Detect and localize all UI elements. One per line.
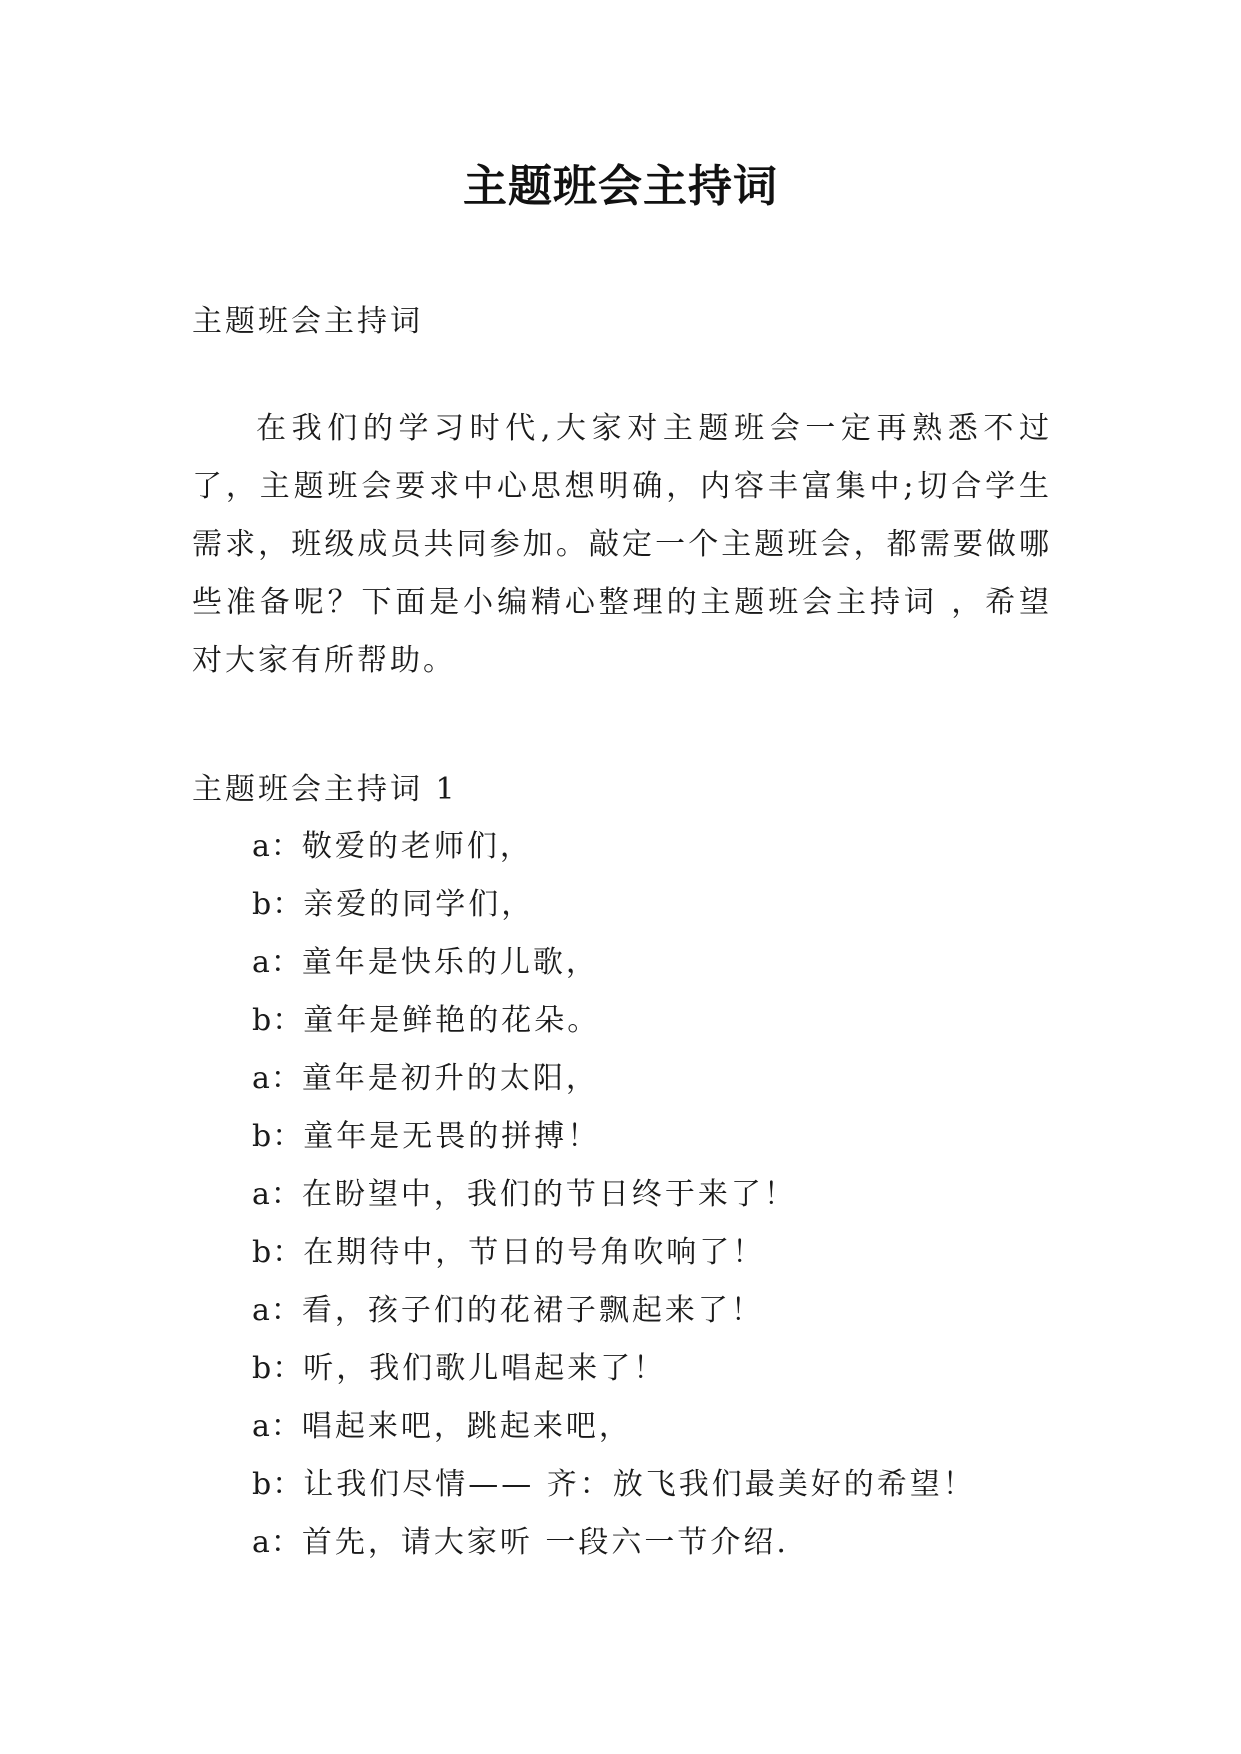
- dialogue-line: [252, 818, 976, 876]
- dialogue-line: [252, 1456, 976, 1514]
- dialogue-text: 让我们尽情—— 齐：放飞我们最美好的希望！: [303, 1467, 976, 1502]
- dialogue-speaker: a：: [252, 1525, 302, 1560]
- dialogue-speaker: b：: [252, 1003, 304, 1038]
- dialogue-speaker: a：: [252, 1293, 302, 1328]
- dialogue-line: [252, 1050, 976, 1108]
- dialogue-text: 在期待中，节日的号角吹响了！: [303, 1235, 766, 1270]
- dialogue-text: 童年是鲜艳的花朵。: [303, 1003, 601, 1038]
- dialogue-line: [252, 1514, 976, 1572]
- dialogue-speaker: a：: [252, 945, 302, 980]
- dialogue-text: 在盼望中，我们的节日终于来了！: [301, 1177, 797, 1212]
- dialogue-line: [252, 876, 976, 934]
- dialogue-text: 首先，请大家听 一段六一节介绍.: [301, 1525, 789, 1560]
- dialogue-text: 唱起来吧，跳起来吧，: [301, 1409, 632, 1444]
- dialogue-speaker: a：: [252, 1177, 302, 1212]
- dialogue-text: 敬爱的老师们，: [301, 829, 533, 864]
- dialogue-speaker: b：: [252, 1351, 304, 1386]
- dialogue-text: 童年是无畏的拼搏！: [303, 1119, 601, 1154]
- dialogue-speaker: b：: [252, 1467, 304, 1502]
- dialogue-text: 童年是快乐的儿歌，: [301, 945, 599, 980]
- dialogue-line: [252, 1340, 976, 1398]
- dialogue-speaker: a：: [252, 1061, 302, 1096]
- dialogue-line: [252, 1108, 976, 1166]
- dialogue-text: 听，我们歌儿唱起来了！: [303, 1351, 667, 1386]
- dialogue-speaker: b：: [252, 1119, 304, 1154]
- dialogue-line: [252, 1398, 976, 1456]
- document-title: 主题班会主持词: [463, 161, 778, 212]
- dialogue-text: 看，孩子们的花裙子飘起来了！: [301, 1293, 764, 1328]
- dialogue-text: 亲爱的同学们，: [303, 887, 535, 922]
- dialogue-line: [252, 1224, 976, 1282]
- dialogue-speaker: a：: [252, 1409, 302, 1444]
- dialogue-text: 童年是初升的太阳，: [301, 1061, 599, 1096]
- dialogue-speaker: b：: [252, 1235, 304, 1270]
- dialogue-line: [252, 1282, 976, 1340]
- intro-paragraph: 在我们的学习时代,大家对主题班会一定再熟悉不过了，主题班会要求中心思想明确，内容丰富集中;切合学生需求，班级成员共同参加。敲定一个主题班会，都需要做哪些准备呢？下面是小编精心整理的主题班会主持词 ，希望对大家有所帮助。: [192, 411, 1052, 678]
- dialogue-speaker: a：: [252, 829, 302, 864]
- dialogue-line: [252, 992, 976, 1050]
- dialogue-list: [252, 818, 976, 1572]
- section-heading: 主题班会主持词 1: [192, 772, 458, 807]
- document-subtitle: 主题班会主持词: [192, 304, 423, 339]
- dialogue-line: [252, 934, 976, 992]
- dialogue-speaker: b：: [252, 887, 304, 922]
- dialogue-line: [252, 1166, 976, 1224]
